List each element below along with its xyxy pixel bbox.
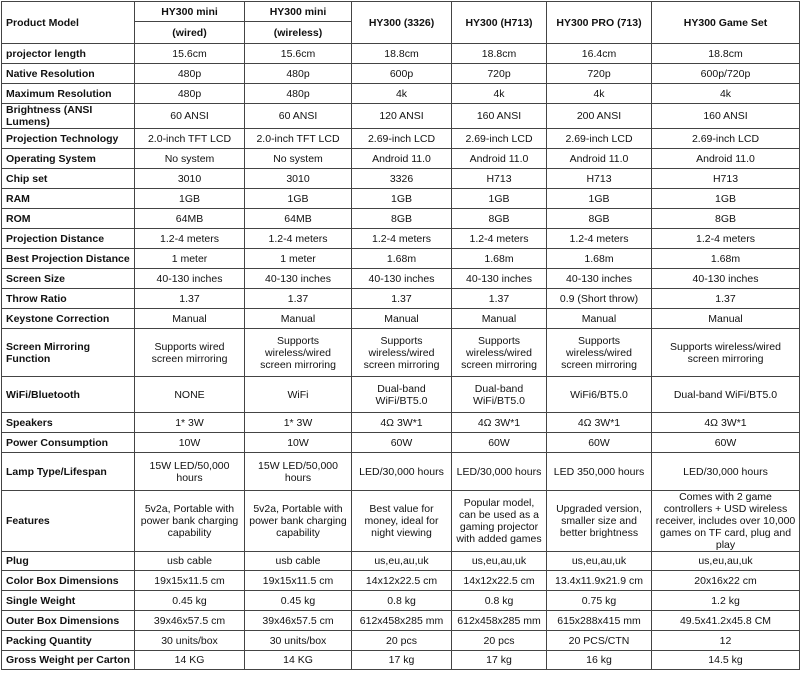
spec-value: No system xyxy=(245,149,352,169)
spec-value: 1GB xyxy=(452,189,547,209)
spec-value: 14.5 kg xyxy=(652,651,800,670)
spec-value: 40-130 inches xyxy=(652,269,800,289)
spec-value: 2.69-inch LCD xyxy=(352,129,452,149)
spec-value: LED/30,000 hours xyxy=(352,453,452,491)
spec-row xyxy=(2,309,800,329)
spec-value: 19x15x11.5 cm xyxy=(135,571,245,591)
spec-label: Keystone Correction xyxy=(2,309,135,329)
spec-label: Chip set xyxy=(2,169,135,189)
spec-label: Projection Distance xyxy=(2,229,135,249)
spec-label: Throw Ratio xyxy=(2,289,135,309)
spec-value: 15W LED/50,000 hours xyxy=(245,453,352,491)
spec-value: 0.8 kg xyxy=(452,591,547,611)
spec-value: 480p xyxy=(135,84,245,104)
spec-value: 15.6cm xyxy=(245,44,352,64)
spec-value: 3326 xyxy=(352,169,452,189)
spec-value: 4k xyxy=(352,84,452,104)
spec-value: usb cable xyxy=(245,552,352,571)
spec-value: LED 350,000 hours xyxy=(547,453,652,491)
spec-value: 10W xyxy=(245,433,352,453)
spec-row xyxy=(2,453,800,491)
spec-label: Screen Size xyxy=(2,269,135,289)
spec-row xyxy=(2,129,800,149)
spec-value: NONE xyxy=(135,377,245,413)
spec-label: Features xyxy=(2,491,135,552)
spec-table xyxy=(1,1,800,670)
spec-label: Speakers xyxy=(2,413,135,433)
spec-value: Popular model, can be used as a gaming projector with added games xyxy=(452,491,547,552)
spec-value: 1GB xyxy=(352,189,452,209)
spec-value: Comes with 2 game controllers + USD wireless receiver, includes over 10,000 games on TF card, plug and play xyxy=(652,491,800,552)
spec-value: 1GB xyxy=(547,189,652,209)
spec-row xyxy=(2,433,800,453)
spec-value: 49.5x41.2x45.8 CM xyxy=(652,611,800,631)
spec-value: 4Ω 3W*1 xyxy=(547,413,652,433)
spec-row xyxy=(2,552,800,571)
spec-value: WiFi6/BT5.0 xyxy=(547,377,652,413)
model-name: HY300 (H713) xyxy=(452,2,547,44)
spec-label: Single Weight xyxy=(2,591,135,611)
spec-value: 3010 xyxy=(135,169,245,189)
spec-value: 4Ω 3W*1 xyxy=(652,413,800,433)
spec-label: Power Consumption xyxy=(2,433,135,453)
spec-value: 60W xyxy=(352,433,452,453)
spec-row xyxy=(2,631,800,651)
model-name: HY300 Game Set xyxy=(652,2,800,44)
spec-row xyxy=(2,209,800,229)
spec-value: 15.6cm xyxy=(135,44,245,64)
spec-value: 615x288x415 mm xyxy=(547,611,652,631)
spec-value: 200 ANSI xyxy=(547,104,652,129)
spec-value: 20 PCS/CTN xyxy=(547,631,652,651)
spec-value: 16 kg xyxy=(547,651,652,670)
spec-value: 1.68m xyxy=(452,249,547,269)
spec-value: 20 pcs xyxy=(352,631,452,651)
spec-value: 60W xyxy=(652,433,800,453)
spec-value: 3010 xyxy=(245,169,352,189)
spec-value: 2.69-inch LCD xyxy=(452,129,547,149)
spec-value: 20 pcs xyxy=(452,631,547,651)
spec-label: Color Box Dimensions xyxy=(2,571,135,591)
spec-value: 14 KG xyxy=(245,651,352,670)
spec-value: 8GB xyxy=(547,209,652,229)
spec-value: 2.69-inch LCD xyxy=(547,129,652,149)
spec-value: 1.2-4 meters xyxy=(547,229,652,249)
spec-value: Supports wireless/wired screen mirroring xyxy=(547,329,652,377)
spec-value: 1.37 xyxy=(245,289,352,309)
spec-value: 16.4cm xyxy=(547,44,652,64)
spec-label: ROM xyxy=(2,209,135,229)
model-name: HY300 PRO (713) xyxy=(547,2,652,44)
spec-value: 40-130 inches xyxy=(352,269,452,289)
spec-value: 1* 3W xyxy=(135,413,245,433)
model-name: HY300 (3326) xyxy=(352,2,452,44)
spec-value: 1.68m xyxy=(352,249,452,269)
spec-value: 0.8 kg xyxy=(352,591,452,611)
spec-value: 1.68m xyxy=(652,249,800,269)
spec-value: Manual xyxy=(652,309,800,329)
spec-value: 2.0-inch TFT LCD xyxy=(135,129,245,149)
spec-value: Supports wireless/wired screen mirroring xyxy=(652,329,800,377)
spec-value: 1.37 xyxy=(352,289,452,309)
spec-value: Supports wireless/wired screen mirroring xyxy=(352,329,452,377)
spec-value: 1.37 xyxy=(452,289,547,309)
spec-value: 1 meter xyxy=(135,249,245,269)
spec-row xyxy=(2,269,800,289)
spec-value: 480p xyxy=(245,84,352,104)
spec-value: 30 units/box xyxy=(245,631,352,651)
spec-value: 1.2-4 meters xyxy=(652,229,800,249)
spec-value: 160 ANSI xyxy=(652,104,800,129)
spec-value: 30 units/box xyxy=(135,631,245,651)
spec-value: 40-130 inches xyxy=(452,269,547,289)
spec-value: 1GB xyxy=(245,189,352,209)
spec-value: 4k xyxy=(452,84,547,104)
spec-value: 1GB xyxy=(135,189,245,209)
spec-row xyxy=(2,249,800,269)
spec-value: LED/30,000 hours xyxy=(452,453,547,491)
spec-value: WiFi xyxy=(245,377,352,413)
spec-value: Best value for money, ideal for night viewing xyxy=(352,491,452,552)
spec-value: us,eu,au,uk xyxy=(352,552,452,571)
spec-value: 14 KG xyxy=(135,651,245,670)
spec-value: 480p xyxy=(245,64,352,84)
spec-value: Supports wireless/wired screen mirroring xyxy=(452,329,547,377)
spec-value: 160 ANSI xyxy=(452,104,547,129)
spec-label: Brightness (ANSI Lumens) xyxy=(2,104,135,129)
spec-value: Manual xyxy=(352,309,452,329)
spec-value: usb cable xyxy=(135,552,245,571)
spec-value: 40-130 inches xyxy=(547,269,652,289)
spec-value: No system xyxy=(135,149,245,169)
spec-value: 1.37 xyxy=(135,289,245,309)
header-label: Product Model xyxy=(2,2,135,44)
spec-value: 1.2 kg xyxy=(652,591,800,611)
spec-value: 720p xyxy=(547,64,652,84)
spec-value: 5v2a, Portable with power bank charging capability xyxy=(135,491,245,552)
spec-value: 0.45 kg xyxy=(135,591,245,611)
spec-row xyxy=(2,571,800,591)
spec-value: 39x46x57.5 cm xyxy=(135,611,245,631)
spec-value: 60W xyxy=(547,433,652,453)
spec-value: LED/30,000 hours xyxy=(652,453,800,491)
spec-value: 14x12x22.5 cm xyxy=(352,571,452,591)
spec-label: Screen Mirroring Function xyxy=(2,329,135,377)
spec-label: Packing Quantity xyxy=(2,631,135,651)
spec-value: 60W xyxy=(452,433,547,453)
spec-value: 4k xyxy=(547,84,652,104)
spec-value: 4Ω 3W*1 xyxy=(452,413,547,433)
spec-value: 40-130 inches xyxy=(245,269,352,289)
spec-value: 600p xyxy=(352,64,452,84)
spec-value: 1.37 xyxy=(652,289,800,309)
spec-label: Plug xyxy=(2,552,135,571)
spec-value: Supports wireless/wired screen mirroring xyxy=(245,329,352,377)
spec-value: Upgraded version, smaller size and better brightness xyxy=(547,491,652,552)
spec-value: 17 kg xyxy=(352,651,452,670)
spec-label: Best Projection Distance xyxy=(2,249,135,269)
spec-value: 1.68m xyxy=(547,249,652,269)
spec-value: 1.2-4 meters xyxy=(135,229,245,249)
spec-value: 60 ANSI xyxy=(245,104,352,129)
spec-value: us,eu,au,uk xyxy=(452,552,547,571)
spec-label: Projection Technology xyxy=(2,129,135,149)
spec-value: 1.2-4 meters xyxy=(352,229,452,249)
spec-value: 64MB xyxy=(245,209,352,229)
spec-value: 1.2-4 meters xyxy=(452,229,547,249)
spec-row xyxy=(2,651,800,670)
spec-label: Operating System xyxy=(2,149,135,169)
model-name: HY300 mini xyxy=(135,2,245,22)
spec-value: 1* 3W xyxy=(245,413,352,433)
spec-value: us,eu,au,uk xyxy=(547,552,652,571)
spec-row xyxy=(2,413,800,433)
spec-row xyxy=(2,329,800,377)
spec-label: Outer Box Dimensions xyxy=(2,611,135,631)
spec-value: 8GB xyxy=(352,209,452,229)
spec-value: Android 11.0 xyxy=(652,149,800,169)
spec-value: 40-130 inches xyxy=(135,269,245,289)
spec-value: Dual-band WiFi/BT5.0 xyxy=(352,377,452,413)
spec-value: 18.8cm xyxy=(352,44,452,64)
spec-row xyxy=(2,289,800,309)
spec-row xyxy=(2,104,800,129)
spec-label: RAM xyxy=(2,189,135,209)
spec-value: Manual xyxy=(452,309,547,329)
spec-value: 1GB xyxy=(652,189,800,209)
spec-row xyxy=(2,149,800,169)
spec-row xyxy=(2,229,800,249)
spec-value: Android 11.0 xyxy=(547,149,652,169)
model-variant: (wired) xyxy=(135,22,245,44)
spec-row xyxy=(2,591,800,611)
spec-value: 612x458x285 mm xyxy=(352,611,452,631)
spec-value: 120 ANSI xyxy=(352,104,452,129)
model-variant: (wireless) xyxy=(245,22,352,44)
spec-value: 720p xyxy=(452,64,547,84)
spec-value: 2.69-inch LCD xyxy=(652,129,800,149)
spec-value: 0.75 kg xyxy=(547,591,652,611)
spec-value: Dual-band WiFi/BT5.0 xyxy=(652,377,800,413)
spec-value: 5v2a, Portable with power bank charging capability xyxy=(245,491,352,552)
spec-value: H713 xyxy=(452,169,547,189)
spec-value: 64MB xyxy=(135,209,245,229)
spec-value: Manual xyxy=(135,309,245,329)
spec-value: 14x12x22.5 cm xyxy=(452,571,547,591)
spec-value: Dual-band WiFi/BT5.0 xyxy=(452,377,547,413)
spec-label: WiFi/Bluetooth xyxy=(2,377,135,413)
spec-value: 0.45 kg xyxy=(245,591,352,611)
spec-value: 18.8cm xyxy=(452,44,547,64)
spec-value: 19x15x11.5 cm xyxy=(245,571,352,591)
spec-value: 1 meter xyxy=(245,249,352,269)
spec-value: 20x16x22 cm xyxy=(652,571,800,591)
spec-label: Maximum Resolution xyxy=(2,84,135,104)
spec-value: 8GB xyxy=(652,209,800,229)
spec-value: 8GB xyxy=(452,209,547,229)
spec-row xyxy=(2,84,800,104)
spec-value: 600p/720p xyxy=(652,64,800,84)
spec-value: us,eu,au,uk xyxy=(652,552,800,571)
spec-value: Android 11.0 xyxy=(452,149,547,169)
spec-label: Lamp Type/Lifespan xyxy=(2,453,135,491)
spec-value: Manual xyxy=(547,309,652,329)
spec-value: 18.8cm xyxy=(652,44,800,64)
spec-value: 39x46x57.5 cm xyxy=(245,611,352,631)
spec-value: 15W LED/50,000 hours xyxy=(135,453,245,491)
spec-value: 4Ω 3W*1 xyxy=(352,413,452,433)
spec-value: 12 xyxy=(652,631,800,651)
spec-row xyxy=(2,491,800,552)
spec-value: Android 11.0 xyxy=(352,149,452,169)
spec-row xyxy=(2,377,800,413)
spec-row xyxy=(2,44,800,64)
spec-value: 10W xyxy=(135,433,245,453)
spec-value: H713 xyxy=(652,169,800,189)
spec-label: Gross Weight per Carton xyxy=(2,651,135,670)
spec-value: 4k xyxy=(652,84,800,104)
spec-value: Supports wired screen mirroring xyxy=(135,329,245,377)
spec-value: 60 ANSI xyxy=(135,104,245,129)
spec-row xyxy=(2,189,800,209)
spec-value: 13.4x11.9x21.9 cm xyxy=(547,571,652,591)
model-name: HY300 mini xyxy=(245,2,352,22)
spec-row xyxy=(2,64,800,84)
spec-row xyxy=(2,169,800,189)
spec-value: 612x458x285 mm xyxy=(452,611,547,631)
spec-value: 1.2-4 meters xyxy=(245,229,352,249)
spec-value: H713 xyxy=(547,169,652,189)
spec-value: 2.0-inch TFT LCD xyxy=(245,129,352,149)
spec-value: 480p xyxy=(135,64,245,84)
spec-value: Manual xyxy=(245,309,352,329)
spec-row xyxy=(2,611,800,631)
spec-label: projector length xyxy=(2,44,135,64)
spec-label: Native Resolution xyxy=(2,64,135,84)
spec-value: 0.9 (Short throw) xyxy=(547,289,652,309)
spec-value: 17 kg xyxy=(452,651,547,670)
